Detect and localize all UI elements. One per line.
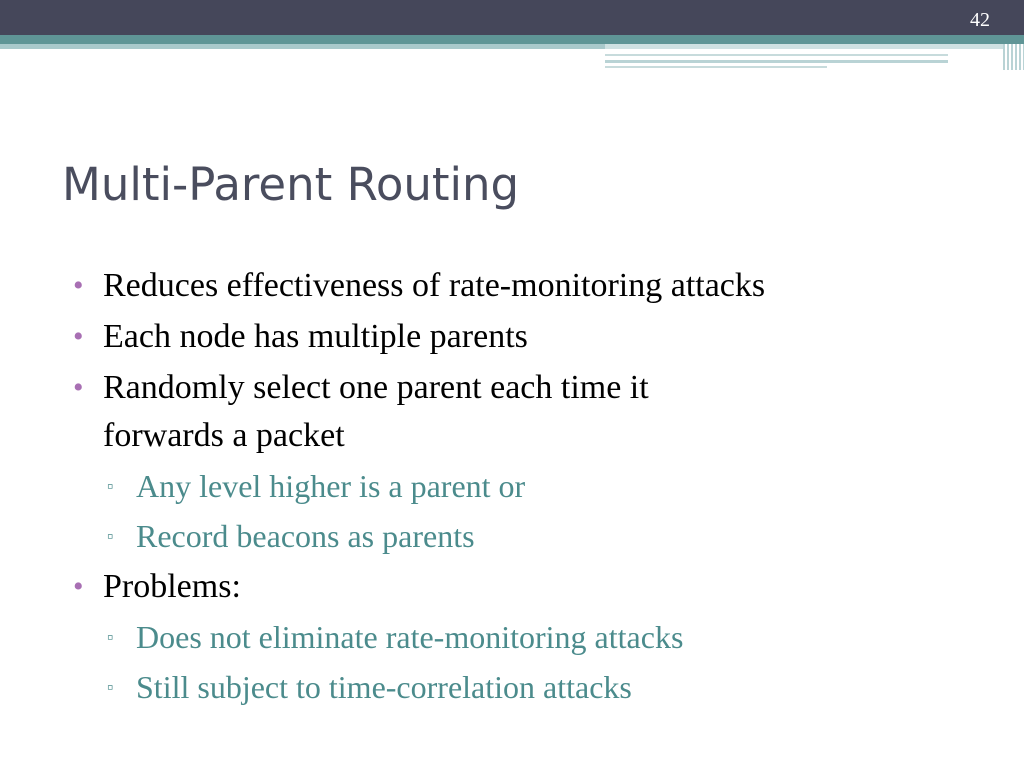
- decorative-stripes: [1003, 44, 1024, 70]
- bullet-item: [73, 262, 973, 310]
- header-band-teal: [0, 35, 1024, 44]
- header-band-light: [0, 44, 605, 49]
- bullet-text: Each node has multiple parents: [103, 318, 528, 355]
- slide-number: 42: [970, 9, 990, 31]
- bullet-item: [73, 563, 973, 611]
- sub-bullet-icon: ▫: [107, 526, 114, 546]
- bullet-list: [73, 262, 973, 711]
- sub-bullet-icon: ▫: [107, 476, 114, 496]
- sub-bullet-text: Record beacons as parents: [136, 518, 475, 554]
- sub-bullet-icon: ▫: [107, 677, 114, 697]
- header-band-dark: [0, 0, 1024, 35]
- bullet-icon: •: [73, 320, 84, 353]
- decorative-line: [605, 54, 948, 56]
- bullet-text: Problems:: [103, 568, 241, 605]
- sub-bullet-text: Still subject to time-correlation attacks: [136, 669, 632, 705]
- sub-bullet-item: [73, 613, 973, 661]
- bullet-icon: •: [73, 269, 84, 302]
- bullet-item: [73, 313, 973, 361]
- bullet-icon: •: [73, 371, 84, 404]
- sub-bullet-text: Any level higher is a parent or: [136, 468, 526, 504]
- bullet-text-line2: forwards a packet: [103, 417, 345, 454]
- bullet-icon: •: [73, 570, 84, 603]
- bullet-text: Reduces effectiveness of rate-monitoring attacks: [103, 267, 766, 304]
- sub-bullet-item: [73, 663, 973, 711]
- slide-title: Multi-Parent Routing: [62, 158, 520, 211]
- sub-bullet-icon: ▫: [107, 627, 114, 647]
- header-band-light-right: [605, 44, 1024, 49]
- bullet-text-line1: Randomly select one parent each time it: [103, 369, 649, 406]
- decorative-line: [605, 60, 948, 63]
- sub-bullet-item: [73, 462, 973, 510]
- sub-bullet-text: Does not eliminate rate-monitoring attacks: [136, 619, 684, 655]
- sub-bullet-item: [73, 512, 973, 560]
- decorative-line: [605, 66, 827, 68]
- bullet-item: [73, 364, 973, 460]
